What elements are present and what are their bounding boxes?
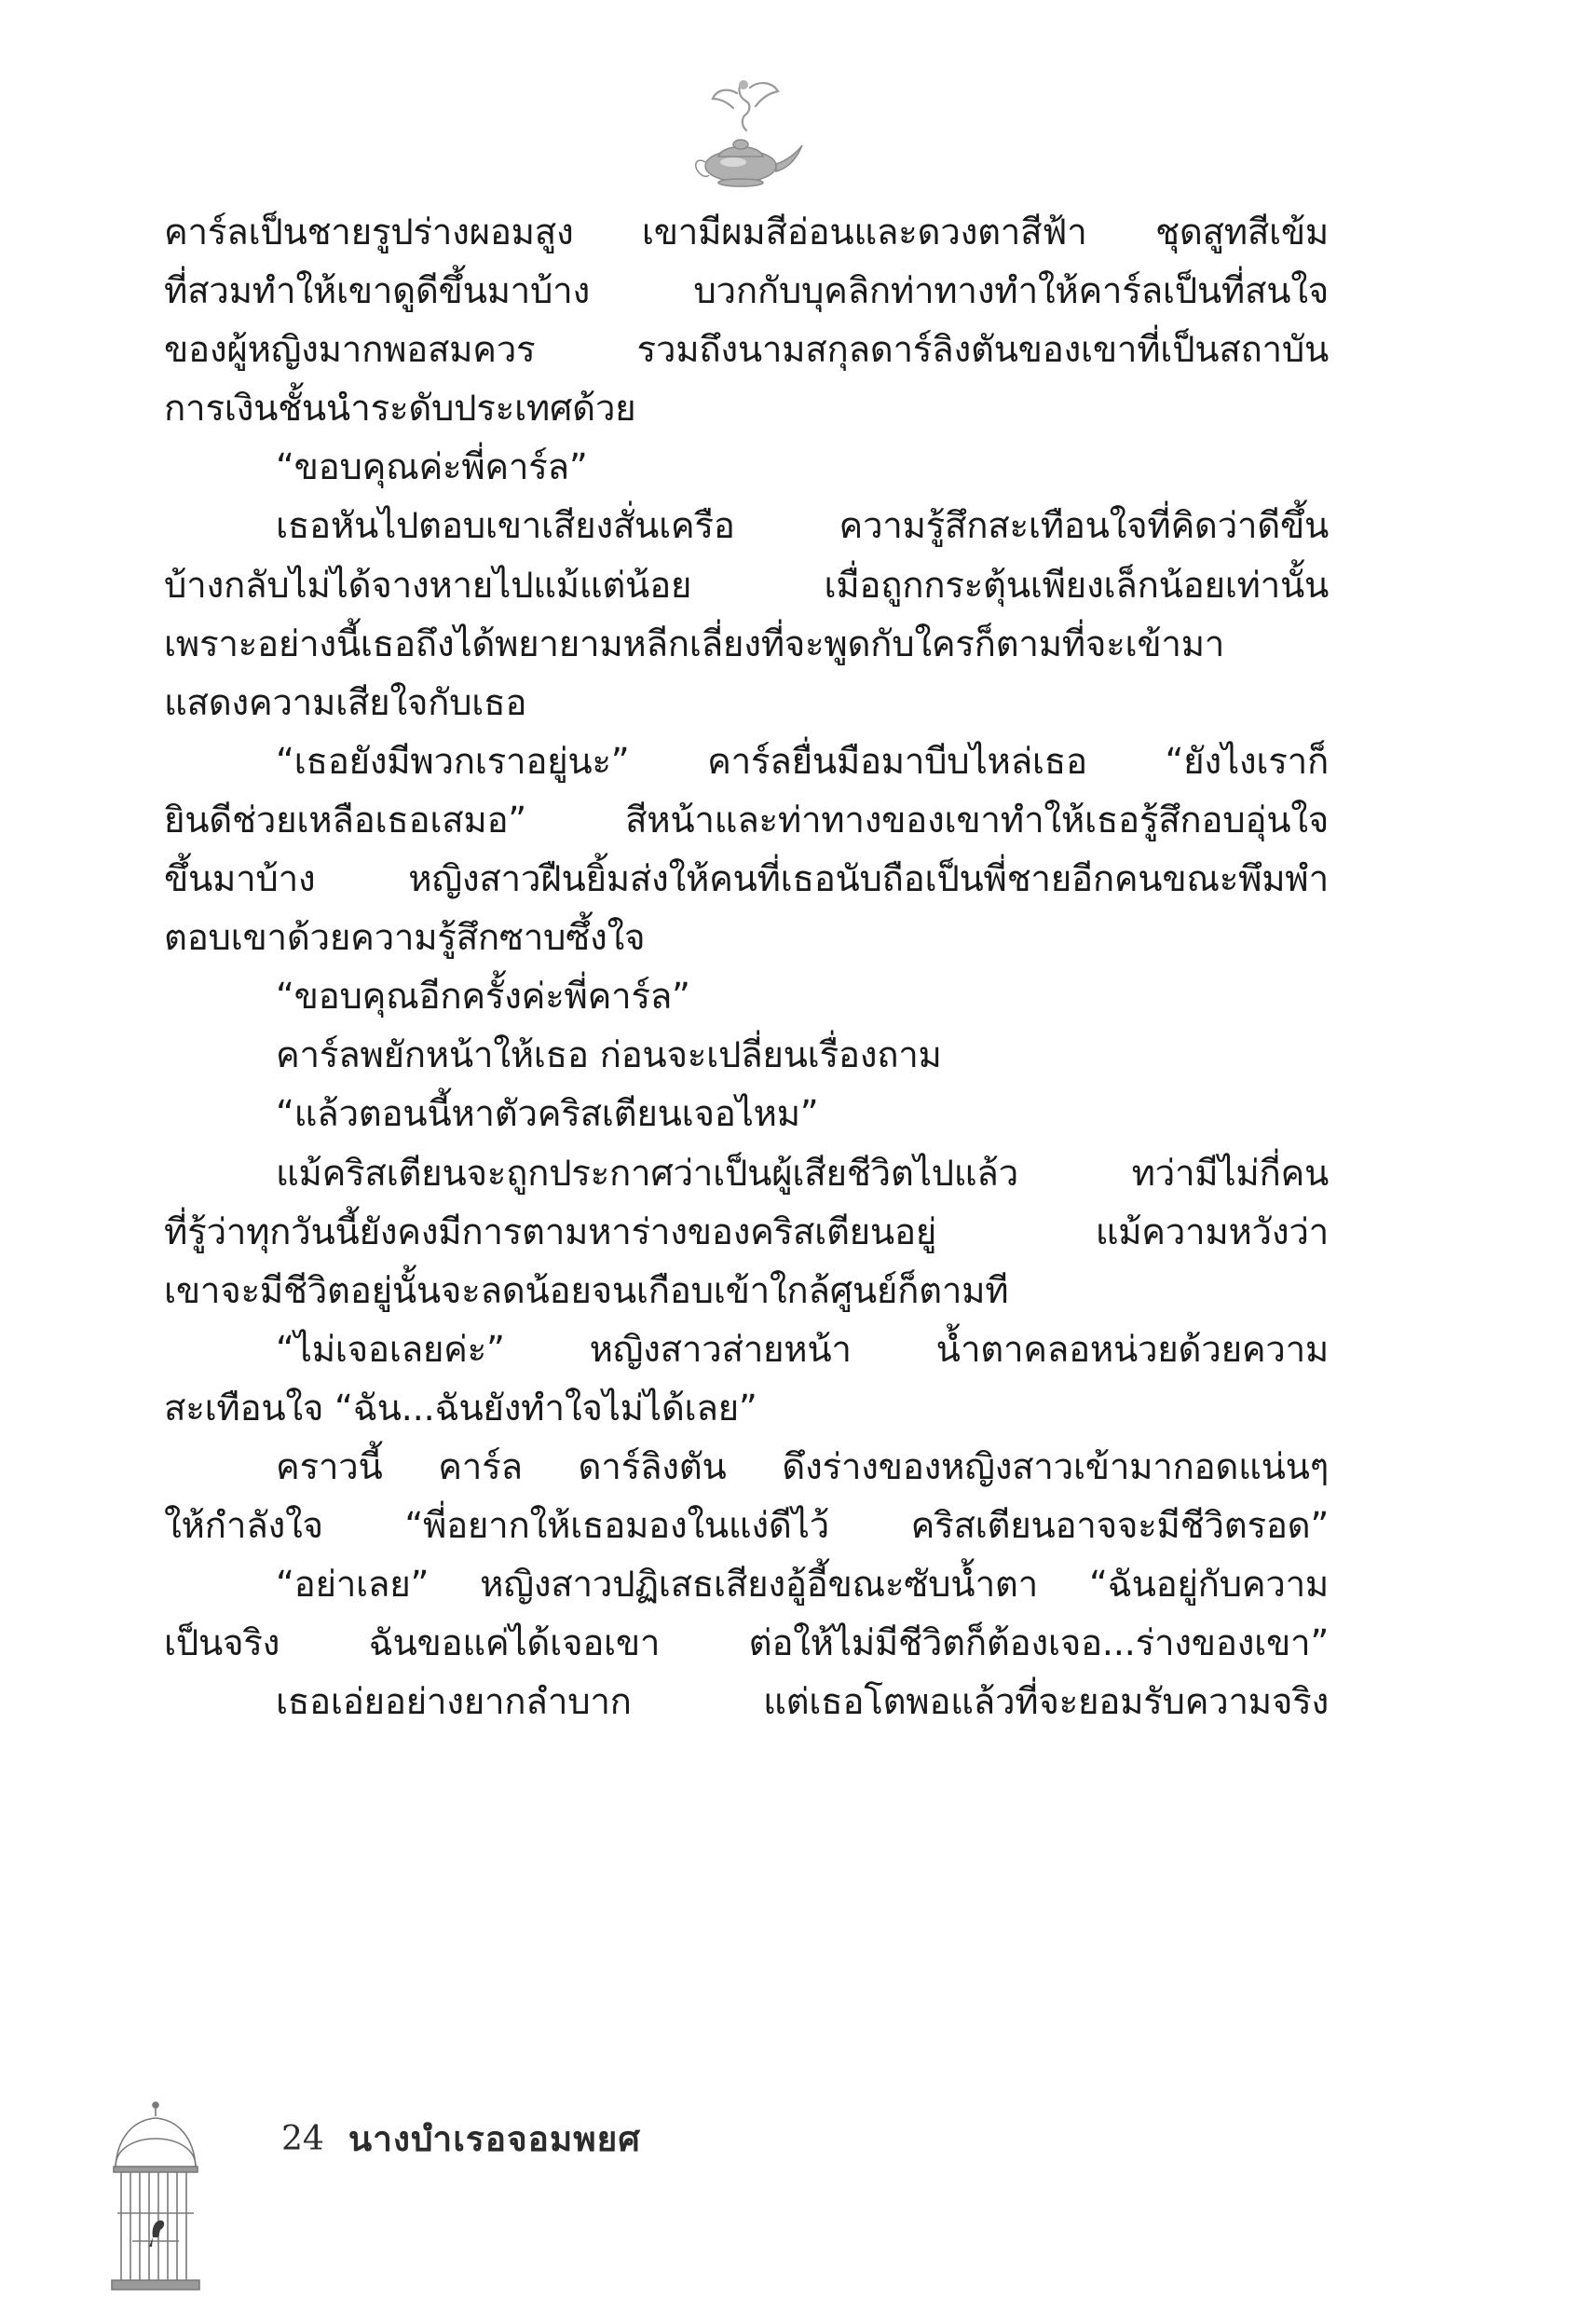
text-line: “อย่าเลย” หญิงสาวปฏิเสธเสียงอู้อี้ขณะซับน้ำตา “ฉันอยู่กับความ [276, 1564, 1329, 1607]
text-line: สะเทือนใจ “ฉัน...ฉันยังทำใจไม่ได้เลย” [164, 1387, 757, 1429]
text-line: “ไม่เจอเลยค่ะ” หญิงสาวส่ายหน้า น้ำตาคลอหน่วยด้วยความ [276, 1328, 1329, 1371]
page-number: 24 [281, 2119, 324, 2158]
text-line: คราวนี้ คาร์ล ดาร์ลิงตัน ดึงร่างของหญิงสาวเข้ามากอดแน่นๆ [276, 1445, 1329, 1488]
text-line: ให้กำลังใจ “พี่อยากให้เธอมองในแง่ดีไว้ คริสเตียนอาจจะมีชีวิตรอด” [164, 1505, 1329, 1548]
text-line: แม้คริสเตียนจะถูกประกาศว่าเป็นผู้เสียชีวิตไปแล้ว ทว่ามีไม่กี่คน [276, 1152, 1329, 1195]
text-line: เป็นจริง ฉันขอแค่ได้เจอเขา ต่อให้ไม่มีชีวิตก็ต้องเจอ...ร่างของเขา” [164, 1622, 1329, 1665]
text-line: ของผู้หญิงมากพอสมควร รวมถึงนามสกุลดาร์ลิงตันของเขาที่เป็นสถาบัน [164, 329, 1329, 372]
text-line: ขึ้นมาบ้าง หญิงสาวฝืนยิ้มส่งให้คนที่เธอนับถือเป็นพี่ชายอีกคนขณะพึมพำ [164, 858, 1329, 901]
text-line: “เธอยังมีพวกเราอยู่นะ” คาร์ลยื่นมือมาบีบไหล่เธอ “ยังไงเราก็ [276, 740, 1329, 783]
text-line: “ขอบคุณอีกครั้งค่ะพี่คาร์ล” [276, 976, 690, 1019]
text-line: เธอเอ่ยอย่างยากลำบาก แต่เธอโตพอแล้วที่จะยอมรับความจริง [276, 1681, 1329, 1724]
teapot-fairy-ornament-icon [685, 75, 806, 191]
text-line: การเงินชั้นนำระดับประเทศด้วย [164, 388, 636, 431]
text-line: “แล้วตอนนี้หาตัวคริสเตียนเจอไหม” [276, 1093, 819, 1136]
text-line: เธอหันไปตอบเขาเสียงสั่นเครือ ความรู้สึกสะเทือนใจที่คิดว่าดีขึ้น [276, 505, 1329, 548]
text-line: คาร์ลพยักหน้าให้เธอ ก่อนจะเปลี่ยนเรื่องถาม [276, 1034, 942, 1077]
text-line: เพราะอย่างนี้เธอถึงได้พยายามหลีกเลี่ยงที่จะพูดกับใครก็ตามที่จะเข้ามา [164, 622, 1225, 665]
text-line: บ้างกลับไม่ได้จางหายไปแม้แต่น้อย เมื่อถูกกระตุ้นเพียงเล็กน้อยเท่านั้น [164, 564, 1329, 607]
book-title: นางบำเรอจอมพยศ [348, 2118, 641, 2159]
birdcage-icon [104, 2101, 207, 2297]
text-line: ที่รู้ว่าทุกวันนี้ยังคงมีการตามหาร่างของคริสเตียนอยู่ แม้ความหวังว่า [164, 1210, 1329, 1253]
text-line: ที่สวมทำให้เขาดูดีขึ้นมาบ้าง บวกกับบุคลิกท่าทางทำให้คาร์ลเป็นที่สนใจ [164, 270, 1329, 313]
text-line: เขาจะมีชีวิตอยู่นั้นจะลดน้อยจนเกือบเข้าใกล้ศูนย์ก็ตามที [164, 1269, 1009, 1312]
text-line: “ขอบคุณค่ะพี่คาร์ล” [276, 446, 588, 489]
body-text [164, 203, 1329, 1731]
text-line: ยินดีช่วยเหลือเธอเสมอ” สีหน้าและท่าทางของเขาทำให้เธอรู้สึกอบอุ่นใจ [164, 799, 1329, 841]
text-line: คาร์ลเป็นชายรูปร่างผอมสูง เขามีผมสีอ่อนและดวงตาสีฟ้า ชุดสูทสีเข้ม [164, 212, 1329, 253]
text-line: แสดงความเสียใจกับเธอ [164, 681, 527, 724]
page-footer [281, 2111, 641, 2167]
text-line: ตอบเขาด้วยความรู้สึกซาบซึ้งใจ [164, 917, 646, 960]
